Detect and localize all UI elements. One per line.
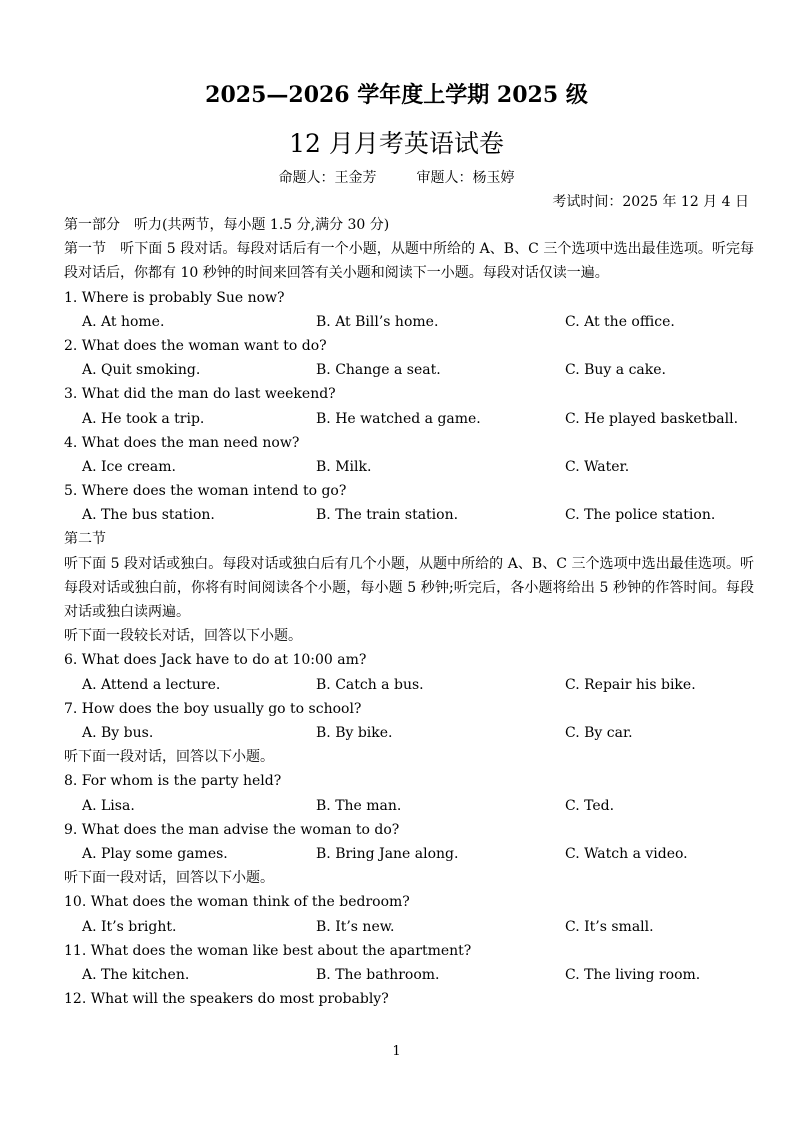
option-a: A. Play some games. [82, 845, 228, 862]
option-b: B. The train station. [316, 507, 459, 524]
option-a: A. The kitchen. [82, 966, 190, 983]
option-b: B. Change a seat. [316, 362, 441, 379]
option-b: B. The man. [316, 797, 402, 814]
reviewer: 审题人：杨玉婷 [416, 170, 515, 186]
section2-instruction: 听下面 5 段对话或独白。每段对话或独白后有几个小题，从题中所给的 A、B、C 三个选项中选出最佳选项。听每段对话或独白前，你将有时间阅读各个小题，每小题 5 秒钟;听完后，各小题将给出 5 秒钟的作答时间。每段对话或独白读两遍。 [64, 555, 754, 621]
question-stem: 1. Where is probably Sue now? [64, 289, 285, 306]
option-a: A. By bus. [82, 725, 154, 742]
option-b: B. It’s new. [316, 918, 395, 935]
option-b: B. The bathroom. [316, 966, 440, 983]
exam-title-line2: 12 月月考英语试卷 [289, 129, 504, 158]
question-stem: 11. What does the woman like best about the apartment? [64, 942, 472, 959]
question-stem: 5. Where does the woman intend to go? [64, 483, 347, 500]
option-b: B. Milk. [316, 458, 372, 475]
question-stem: 3. What did the man do last weekend? [64, 386, 336, 403]
option-c: C. The living room. [565, 966, 701, 983]
question-stem: 12. What will the speakers do most probably? [64, 991, 389, 1008]
dialogue-note: 听下面一段对话，回答以下小题。 [64, 749, 274, 766]
question-options [64, 794, 754, 818]
option-b: B. Bring Jane along. [316, 845, 459, 862]
question-options [64, 455, 754, 479]
question-options [64, 915, 754, 939]
question-options [64, 673, 754, 697]
question-stem: 10. What does the woman think of the bedroom? [64, 894, 410, 911]
question-stem: 6. What does Jack have to do at 10:00 am? [64, 652, 367, 669]
exam-date: 考试时间：2025 年 12 月 4 日 [552, 194, 749, 210]
option-c: C. The police station. [565, 507, 716, 524]
part1-heading: 第一部分 听力(共两节，每小题 1.5 分,满分 30 分) [64, 217, 390, 233]
option-b: B. Catch a bus. [316, 676, 424, 693]
dialogue-note: 听下面一段对话，回答以下小题。 [64, 870, 274, 887]
option-a: A. Ice cream. [82, 458, 177, 475]
option-b: B. He watched a game. [316, 410, 481, 427]
option-c: C. At the office. [565, 313, 675, 330]
question-setter: 命题人：王金芳 [278, 170, 377, 186]
page-number: 1 [392, 1044, 401, 1059]
question-stem: 7. How does the boy usually go to school? [64, 700, 362, 717]
exam-content [64, 213, 754, 1011]
question-options [64, 721, 754, 745]
question-options [64, 310, 754, 334]
exam-title-line1: 2025—2026 学年度上学期 2025 级 [205, 82, 588, 108]
authors-line [0, 168, 793, 188]
option-c: C. Buy a cake. [565, 362, 666, 379]
option-a: A. At home. [82, 313, 165, 330]
question-options [64, 842, 754, 866]
question-stem: 2. What does the woman want to do? [64, 337, 327, 354]
question-options [64, 503, 754, 527]
dialogue-note: 听下面一段较长对话，回答以下小题。 [64, 628, 302, 645]
question-options [64, 963, 754, 987]
question-stem: 9. What does the man advise the woman to do? [64, 821, 400, 838]
option-a: A. He took a trip. [82, 410, 205, 427]
question-options [64, 407, 754, 431]
option-c: C. Watch a video. [565, 845, 688, 862]
question-stem: 8. For whom is the party held? [64, 773, 282, 790]
section1-instruction: 第一节 听下面 5 段对话。每段对话后有一个小题，从题中所给的 A、B、C 三个选项中选出最佳选项。听完每段对话后，你都有 10 秒钟的时间来回答有关小题和阅读下一小题。每段对话仅读一遍。 [64, 241, 754, 282]
option-c: C. It’s small. [565, 918, 654, 935]
option-c: C. Repair his bike. [565, 676, 696, 693]
option-a: A. Attend a lecture. [82, 676, 221, 693]
section2-label: 第二节 [64, 531, 106, 548]
question-stem: 4. What does the man need now? [64, 434, 300, 451]
option-a: A. It’s bright. [82, 918, 177, 935]
option-c: C. By car. [565, 725, 633, 742]
option-c: C. Ted. [565, 797, 615, 814]
option-b: B. By bike. [316, 725, 393, 742]
option-b: B. At Bill’s home. [316, 313, 439, 330]
option-c: C. Water. [565, 458, 630, 475]
option-a: A. Quit smoking. [82, 362, 201, 379]
option-c: C. He played basketball. [565, 410, 739, 427]
question-options [64, 358, 754, 382]
option-a: A. Lisa. [82, 797, 135, 814]
option-a: A. The bus station. [82, 507, 215, 524]
